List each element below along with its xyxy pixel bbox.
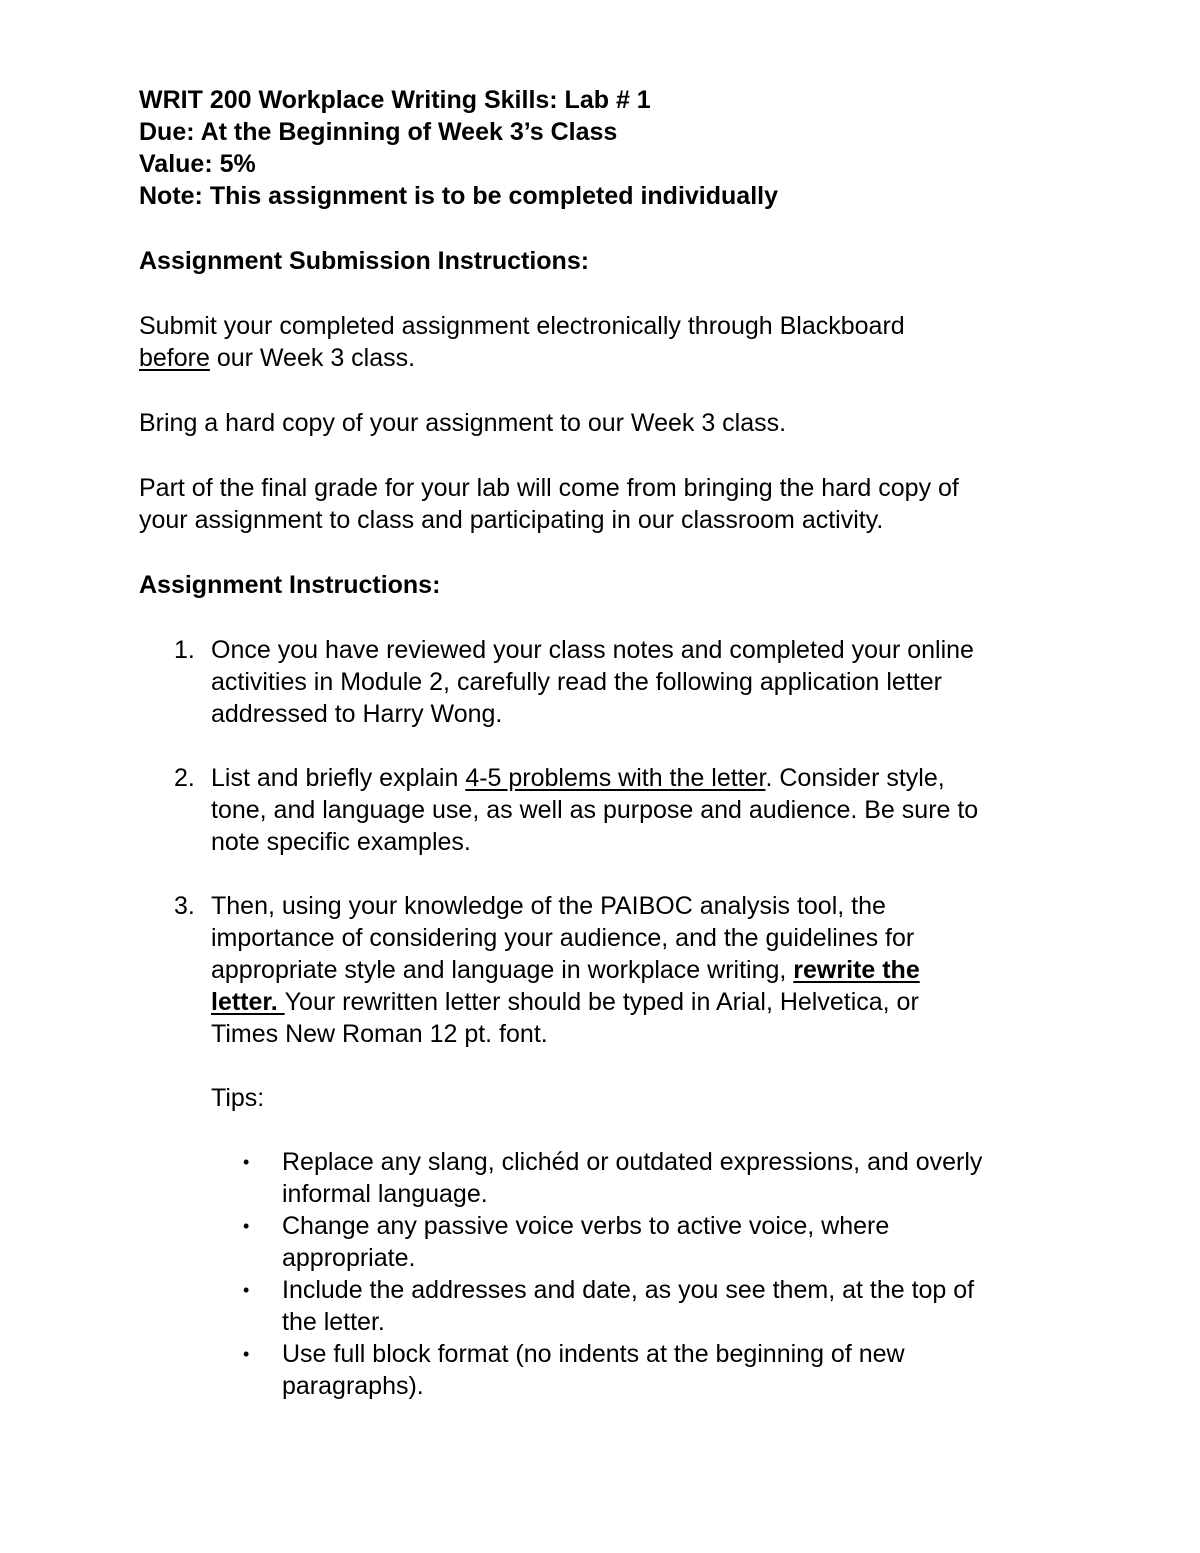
tips-list [139,1146,1069,1402]
tip-item [139,1210,1069,1274]
submission-heading: Assignment Submission Instructions: [139,247,590,275]
submission-p1-line1: Submit your completed assignment electronically through Blackboard [139,312,905,340]
tip-item [139,1338,1069,1402]
before-emphasis: before [139,344,210,372]
instruction-3-line1: Then, using your knowledge of the PAIBOC analysis tool, the [211,892,886,920]
tip-3-line1: Include the addresses and date, as you see them, at the top of [282,1276,975,1304]
bullet-icon: • [243,1280,250,1300]
submission-p1-rest: our Week 3 class. [209,344,416,372]
instruction-item-2 [139,762,1069,858]
instruction-2-pre: List and briefly explain [211,764,466,792]
instruction-2-line2: tone, and language use, as well as purpose and audience. Be sure to [211,796,979,824]
tip-1-line1: Replace any slang, clichéd or outdated expressions, and overly [282,1148,983,1176]
tip-2-line1: Change any passive voice verbs to active voice, where [282,1212,890,1240]
rewrite-emphasis: rewrite the [793,956,920,984]
document-title: WRIT 200 Workplace Writing Skills: Lab # 1 [139,86,651,114]
instruction-3-line3 [211,954,1069,986]
due-date: Due: At the Beginning of Week 3’s Class [139,118,618,146]
instruction-3-line4 [211,986,1069,1018]
bullet-icon: • [243,1344,250,1364]
bullet-icon: • [243,1152,250,1172]
instruction-3-pre: appropriate style and language in workplace writing, [211,956,794,984]
tip-3-line2: the letter. [282,1308,385,1336]
instruction-number: 1. [174,636,195,664]
submission-p3-line1: Part of the final grade for your lab will come from bringing the hard copy of [139,474,959,502]
tip-2-line2: appropriate. [282,1244,416,1272]
bullet-icon: • [243,1216,250,1236]
assignment-value: Value: 5% [139,150,256,178]
instruction-1-line2: activities in Module 2, carefully read the following application letter [211,668,942,696]
tip-1-line2: informal language. [282,1180,488,1208]
instruction-3-line2: importance of considering your audience, and the guidelines for [211,924,915,952]
instructions-list [139,634,1069,1146]
instruction-1-line1: Once you have reviewed your class notes and completed your online [211,636,974,664]
submission-paragraph-3 [139,472,1069,536]
submission-paragraph-1 [139,310,1069,374]
problems-emphasis: 4-5 problems with the letter [465,764,766,792]
submission-p1-line2 [139,342,1069,374]
instruction-item-3 [139,890,1069,1146]
tip-4-line1: Use full block format (no indents at the beginning of new [282,1340,905,1368]
individual-note: Note: This assignment is to be completed individually [139,182,778,210]
document-page [139,84,1069,1402]
instructions-heading: Assignment Instructions: [139,571,441,599]
instruction-3-post: Your rewritten letter should be typed in Arial, Helvetica, or [284,988,919,1016]
instruction-number: 2. [174,764,195,792]
tip-item [139,1146,1069,1210]
tip-item [139,1274,1069,1338]
instruction-item-1 [139,634,1069,730]
instruction-2-line1 [211,762,1069,794]
submission-p3-line2: your assignment to class and participating in our classroom activity. [139,506,884,534]
tip-4-line2: paragraphs). [282,1372,424,1400]
tips-label: Tips: [211,1084,265,1112]
letter-emphasis: letter. [211,988,285,1016]
instruction-2-post: . Consider style, [765,764,945,792]
instruction-3-line5: Times New Roman 12 pt. font. [211,1020,548,1048]
instruction-number: 3. [174,892,195,920]
submission-paragraph-2: Bring a hard copy of your assignment to our Week 3 class. [139,409,787,437]
instruction-1-line3: addressed to Harry Wong. [211,700,503,728]
instruction-2-line3: note specific examples. [211,828,471,856]
